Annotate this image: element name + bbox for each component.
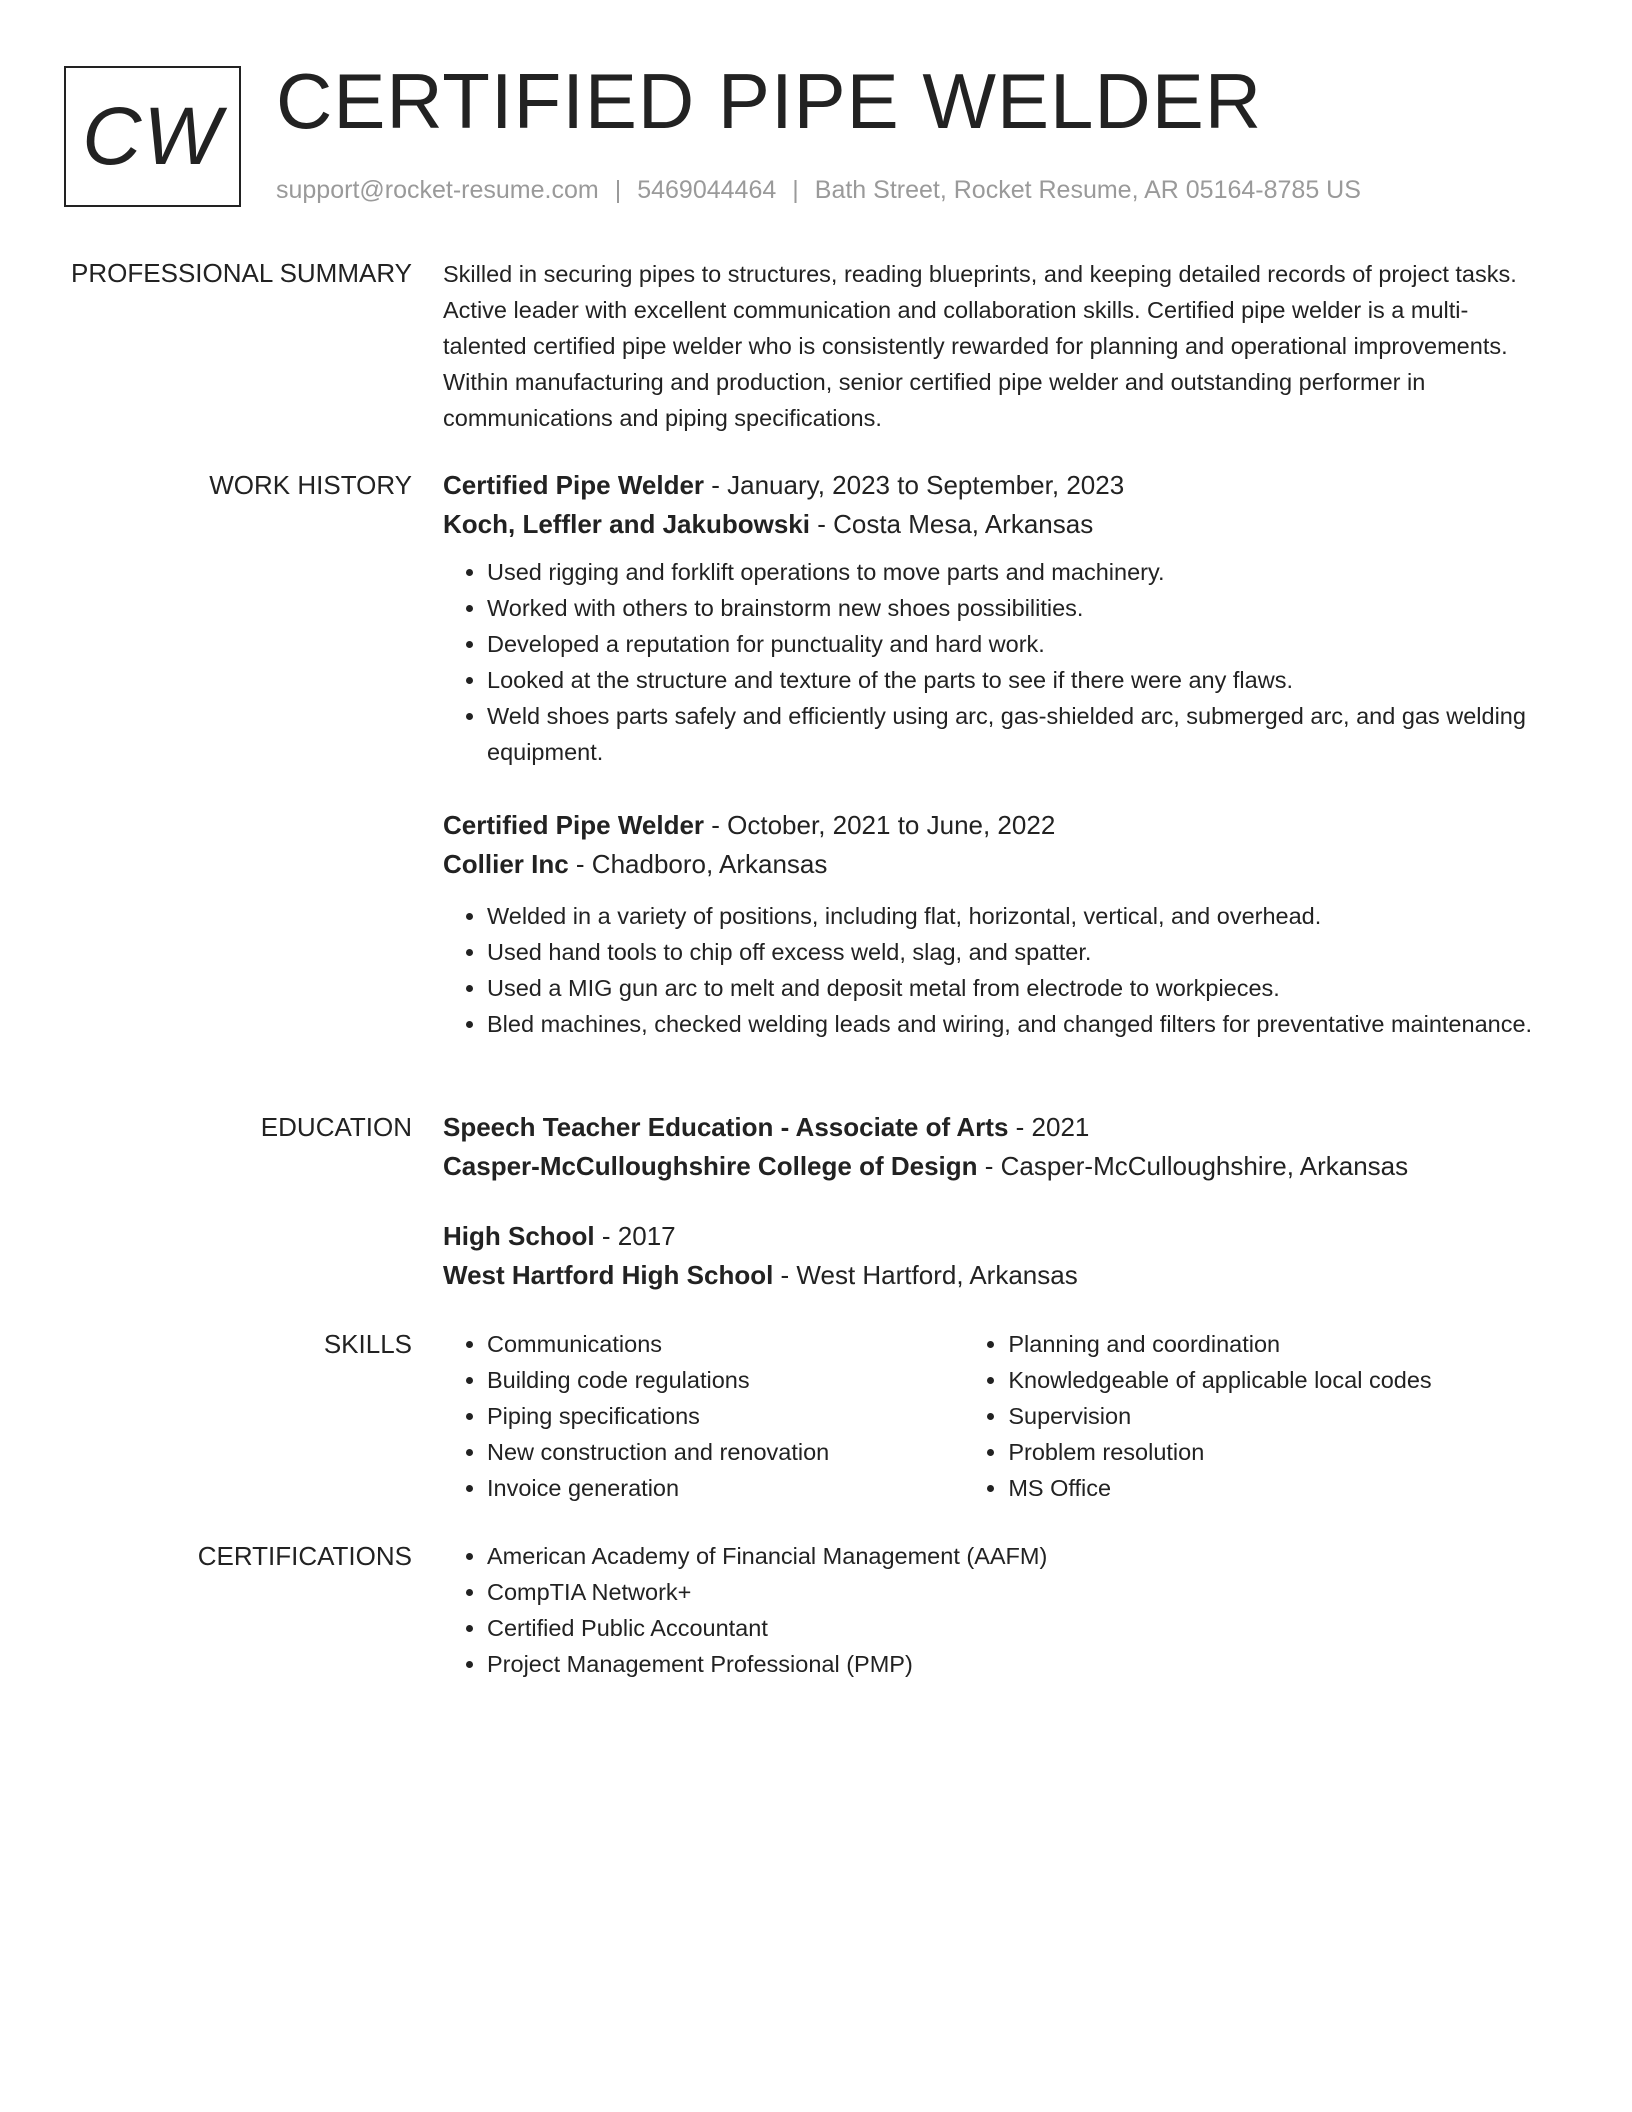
list-item: • Used rigging and forklift operations to move parts and machinery. <box>487 554 1543 590</box>
section-label-work-history: WORK HISTORY <box>209 470 412 500</box>
summary-text: Skilled in securing pipes to structures, reading blueprints, and keeping detailed records of project tasks. Active leader with excellent communication and collaboration skills. Certified pipe welder is a multi-talented certified pipe welder who is consistently rewarded for planning and operational improvements. Within manufacturing and production, senior certified pipe welder and outstanding performer in communications and piping specifications. <box>443 261 1517 431</box>
contact-address: Bath Street, Rocket Resume, AR 05164-8785 US <box>814 176 1361 204</box>
section-label-summary: PROFESSIONAL SUMMARY <box>71 258 412 288</box>
list-item: • Certified Public Accountant <box>487 1610 1543 1646</box>
job-title-line <box>443 806 1543 845</box>
job-bullets <box>443 554 1543 770</box>
list-item: • Looked at the structure and texture of the parts to see if there were any flaws. <box>487 662 1543 698</box>
skills-grid <box>443 1326 1543 1506</box>
section-label-certifications: CERTIFICATIONS <box>197 1541 412 1571</box>
monogram-text: CW <box>82 90 223 182</box>
list-item: • CompTIA Network+ <box>487 1574 1543 1610</box>
job-dates: - January, 2023 to September, 2023 <box>704 470 1125 500</box>
skills-section <box>443 1326 1543 1506</box>
education-school-line <box>443 1147 1543 1186</box>
job-entry <box>443 466 1543 770</box>
certifications-section <box>443 1538 1543 1682</box>
list-item: • Used hand tools to chip off excess weld, slag, and spatter. <box>487 934 1543 970</box>
list-item: • Bled machines, checked welding leads and wiring, and changed filters for preventative maintenance. <box>487 1006 1543 1042</box>
job-company: Collier Inc <box>443 849 569 879</box>
list-item: • MS Office <box>1008 1470 1543 1506</box>
list-item: • Piping specifications <box>487 1398 964 1434</box>
job-dates: - October, 2021 to June, 2022 <box>704 810 1056 840</box>
job-company: Koch, Leffler and Jakubowski <box>443 509 810 539</box>
job-title: Certified Pipe Welder <box>443 470 705 500</box>
skills-column-1 <box>443 1326 964 1506</box>
education-year: - 2021 <box>1008 1112 1090 1142</box>
education-school-line <box>443 1256 1543 1295</box>
list-item: • Invoice generation <box>487 1470 964 1506</box>
job-bullets <box>443 898 1543 1042</box>
education-section-2 <box>443 1217 1543 1295</box>
section-label-education: EDUCATION <box>260 1112 412 1142</box>
work-history-section <box>443 466 1543 770</box>
list-item: • Communications <box>487 1326 964 1362</box>
list-item: • Supervision <box>1008 1398 1543 1434</box>
contact-email: support@rocket-resume.com <box>276 176 599 204</box>
list-item: • Planning and coordination <box>1008 1326 1543 1362</box>
list-item: • Used a MIG gun arc to melt and deposit metal from electrode to workpieces. <box>487 970 1543 1006</box>
job-location: - Costa Mesa, Arkansas <box>809 509 1094 539</box>
job-entry <box>443 806 1543 1042</box>
education-entry <box>443 1108 1543 1186</box>
summary-section <box>443 256 1543 436</box>
education-school: Casper-McCulloughshire College of Design <box>443 1151 978 1181</box>
job-company-line <box>443 845 1543 884</box>
certifications-list <box>443 1538 1543 1682</box>
resume-title: CERTIFIED PIPE WELDER <box>276 57 1263 145</box>
work-history-section-2 <box>443 806 1543 1042</box>
list-item: • New construction and renovation <box>487 1434 964 1470</box>
contact-separator: | <box>614 176 622 204</box>
job-title: Certified Pipe Welder <box>443 810 705 840</box>
education-year: - 2017 <box>594 1221 676 1251</box>
contact-separator: | <box>792 176 799 204</box>
list-item: • Welded in a variety of positions, including flat, horizontal, vertical, and overhead. <box>487 898 1543 934</box>
contact-line <box>276 174 1361 206</box>
section-label-skills: SKILLS <box>323 1329 412 1359</box>
list-item: • Weld shoes parts safely and efficiently using arc, gas-shielded arc, submerged arc, and gas welding equipment. <box>487 698 1543 770</box>
monogram-badge <box>64 66 241 207</box>
list-item: • Knowledgeable of applicable local codes <box>1008 1362 1543 1398</box>
list-item: • Developed a reputation for punctuality and hard work. <box>487 626 1543 662</box>
list-item: • Worked with others to brainstorm new shoes possibilities. <box>487 590 1543 626</box>
list-item: • Problem resolution <box>1008 1434 1543 1470</box>
list-item: • Project Management Professional (PMP) <box>487 1646 1543 1682</box>
education-degree: High School <box>443 1221 595 1251</box>
contact-phone: 5469044464 <box>637 176 777 204</box>
education-degree-line <box>443 1108 1543 1147</box>
job-location: - Chadboro, Arkansas <box>568 849 828 879</box>
education-entry <box>443 1217 1543 1295</box>
job-title-line <box>443 466 1543 505</box>
list-item: • Building code regulations <box>487 1362 964 1398</box>
education-school: West Hartford High School <box>443 1260 774 1290</box>
education-section <box>443 1108 1543 1186</box>
education-location: - Casper-McCulloughshire, Arkansas <box>977 1151 1409 1181</box>
education-degree: Speech Teacher Education - Associate of Arts <box>443 1112 1009 1142</box>
job-company-line <box>443 505 1543 544</box>
skills-column-2 <box>964 1326 1543 1506</box>
education-degree-line <box>443 1217 1543 1256</box>
list-item: • American Academy of Financial Management (AAFM) <box>487 1538 1543 1574</box>
education-location: - West Hartford, Arkansas <box>773 1260 1078 1290</box>
